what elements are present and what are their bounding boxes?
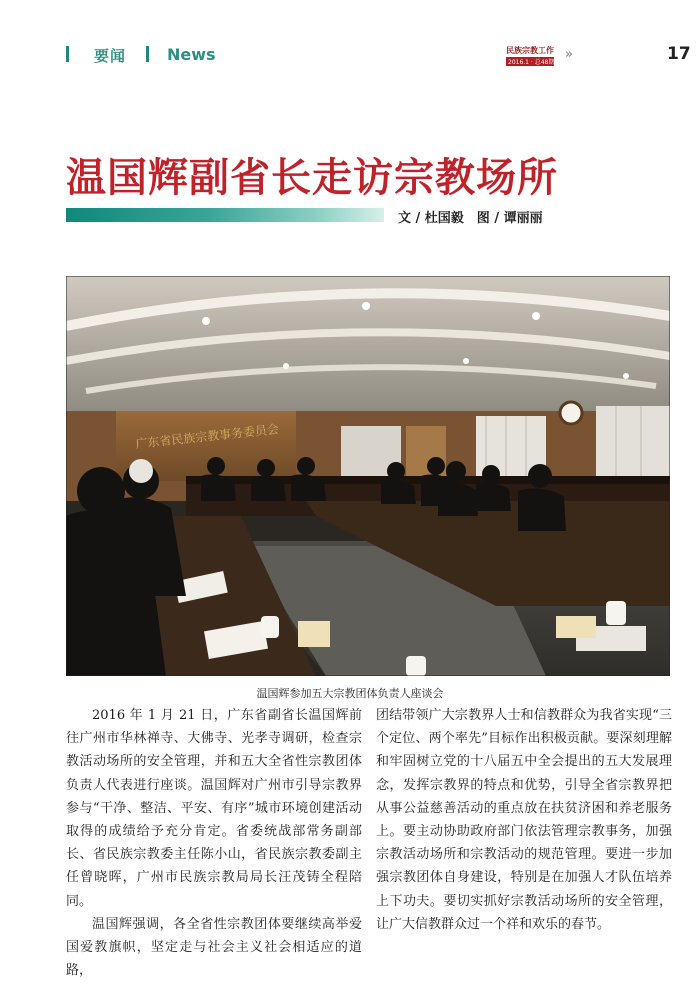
chevron-right-icon: » (565, 47, 570, 62)
page-number: 17 (667, 44, 691, 64)
wall-banner-text: 广东省民族宗教事务委员会 (134, 422, 280, 451)
header-divider (146, 46, 149, 62)
page-header (0, 0, 700, 80)
meeting-photo-illustration (66, 276, 670, 676)
magazine-badge (506, 45, 554, 66)
title-underline (66, 208, 384, 222)
article-paragraph: 团结带领广大宗教界人士和信教群众为我省实现“三个定位、两个率先”目标作出积极贡献。要深刻理解和牢固树立党的十八届五中全会提出的五大发展理念，发挥宗教界的特点和优势，引导全省宗教界把从事公益慈善活动的重点放在扶贫济困和养老服务上。要主动协助政府部门依法管理宗教事务，加强宗教活动场所和宗教活动的规范管理。要进一步加强宗教团体自身建设，特别是在加强人才队伍培养上下功夫。要切实抓好宗教活动场所的安全管理，让广大信教群众过一个祥和欢乐的春节。 (376, 708, 672, 932)
magazine-name: 民族宗教工作 (506, 46, 554, 55)
article-photo (66, 276, 670, 676)
photo-caption: 温国辉参加五大宗教团体负责人座谈会 (256, 687, 444, 700)
news-label: News (167, 45, 216, 64)
header-divider (66, 46, 69, 62)
article-column-right (376, 704, 672, 936)
article-column-left (66, 704, 362, 982)
article-title: 温国辉副省长走访宗教场所 (66, 155, 558, 201)
magazine-issue: 2016.1 · 总48期 (508, 59, 555, 66)
article-byline: 文 / 杜国毅 图 / 谭丽丽 (398, 211, 543, 226)
article-paragraph: 温国辉强调，各全省性宗教团体要继续高举爱国爱教旗帜，坚定走与社会主义社会相适应的道路， (66, 916, 362, 979)
section-label: 要闻 (94, 47, 127, 65)
article-paragraph: 2016 年 1 月 21 日，广东省副省长温国辉前往广州市华林禅寺、大佛寺、光孝寺调研，检查宗教活动场所的安全管理，并和五大全省性宗教团体负责人代表进行座谈。温国辉对广州市引导宗教界参与“干净、整洁、平安、有序”城市环境创建活动取得的成绩给予充分肯定。省委统战部常务副部长、省民族宗教委主任陈小山，省民族宗教委副主任曾晓晖，广州市民族宗教局局长汪茂铸全程陪同。 (66, 708, 362, 909)
